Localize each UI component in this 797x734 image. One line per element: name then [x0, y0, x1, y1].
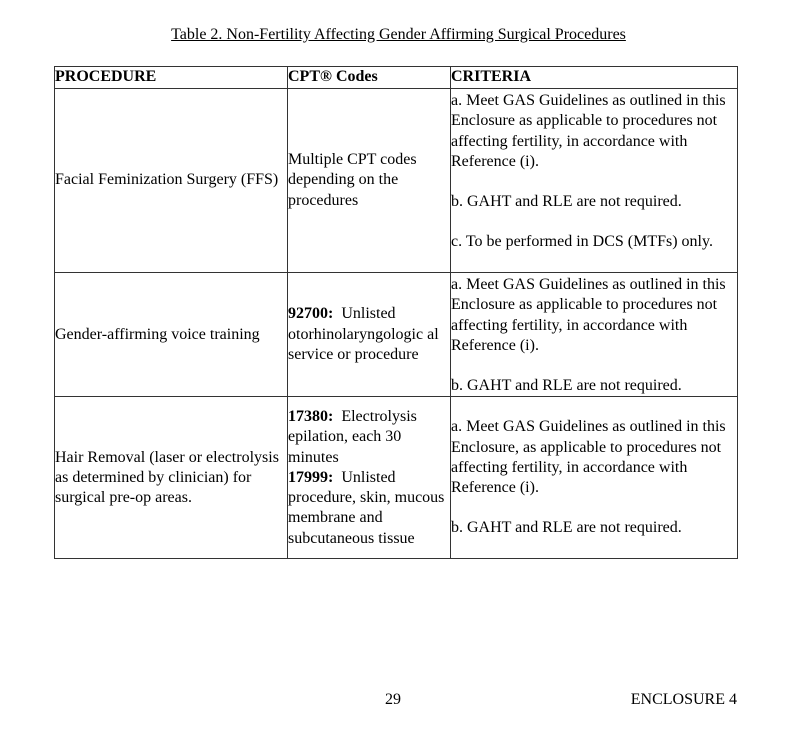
table-header-row [55, 67, 738, 89]
procedure-cell: Gender-affirming voice training [55, 273, 288, 397]
cpt-code-number: 17380: [288, 407, 334, 425]
cpt-code-description: Unlisted procedure, skin, mucous membrane and subcutaneous tissue [288, 468, 445, 547]
page-number: 29 [385, 691, 401, 708]
cpt-code-number: 92700: [288, 305, 334, 323]
procedure-cell: Facial Feminization Surgery (FFS) [55, 89, 288, 273]
criteria-item: a. Meet GAS Guidelines as outlined in this Enclosure as applicable to procedures not affecting fertility, in accordance with Reference (i). [451, 92, 726, 170]
header-procedure: PROCEDURE [55, 67, 288, 89]
criteria-cell [451, 89, 738, 273]
cpt-code-description: Multiple CPT codes depending on the procedures [288, 151, 417, 209]
cpt-code-description: Electrolysis epilation, each 30 minutes [288, 407, 417, 466]
enclosure-label: ENCLOSURE 4 [630, 691, 737, 708]
table-row [55, 89, 738, 273]
criteria-item: a. Meet GAS Guidelines as outlined in this Enclosure as applicable to procedures not affecting fertility, in accordance with Reference (i). [451, 276, 726, 354]
table-title: Table 2. Non-Fertility Affecting Gender Affirming Surgical Procedures [171, 26, 626, 43]
cpt-code-entry [288, 304, 450, 365]
cpt-code-entry [288, 468, 450, 549]
cpt-codes-cell [288, 273, 451, 397]
criteria-cell [451, 273, 738, 397]
criteria-item: c. To be performed in DCS (MTFs) only. [451, 233, 713, 251]
cpt-codes-cell [288, 89, 451, 273]
table-row [55, 397, 738, 559]
table-row [55, 273, 738, 397]
criteria-item: b. GAHT and RLE are not required. [451, 193, 682, 211]
criteria-cell [451, 397, 738, 559]
criteria-item: b. GAHT and RLE are not required. [451, 377, 682, 395]
header-cpt-codes: CPT® Codes [288, 67, 451, 89]
header-criteria: CRITERIA [451, 67, 738, 89]
procedures-table [54, 66, 738, 559]
criteria-item: b. GAHT and RLE are not required. [451, 519, 682, 537]
cpt-codes-cell [288, 397, 451, 559]
cpt-code-number: 17999: [288, 468, 334, 486]
cpt-code-entry [288, 407, 450, 468]
criteria-item: a. Meet GAS Guidelines as outlined in this Enclosure, as applicable to procedures not affecting fertility, in accordance with Reference (i). [451, 418, 726, 497]
procedure-cell: Hair Removal (laser or electrolysis as determined by clinician) for surgical pre-op areas. [55, 397, 288, 559]
cpt-code-description: Unlisted otorhinolaryngologic al service or procedure [288, 305, 439, 363]
